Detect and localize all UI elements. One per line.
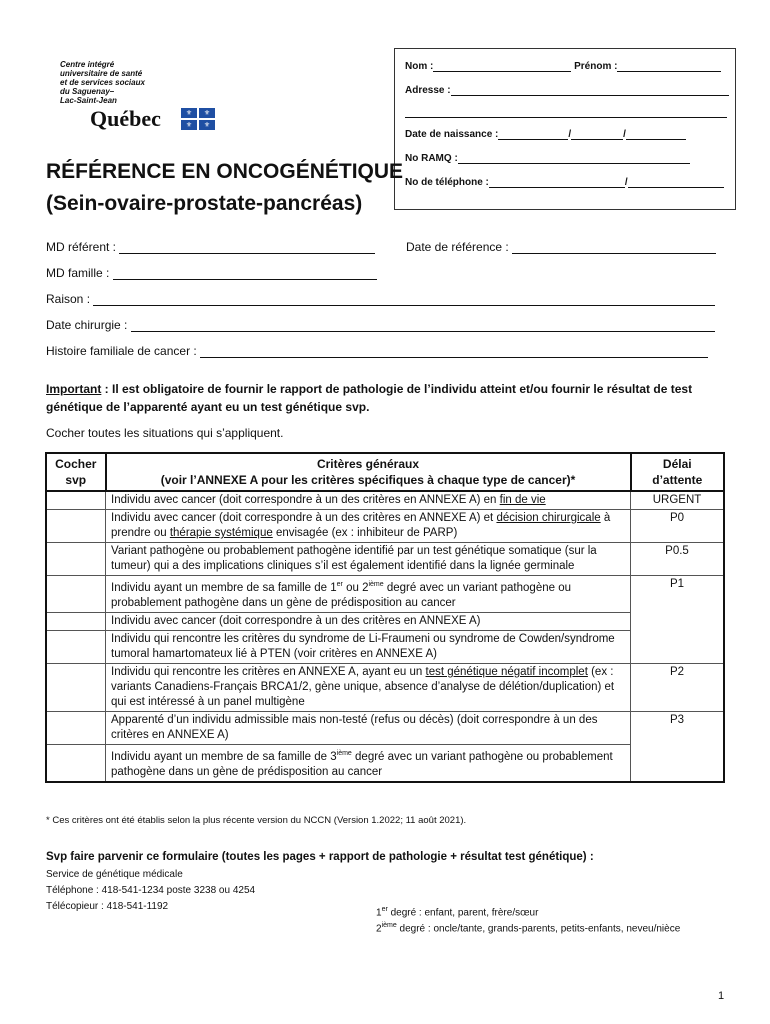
slash: /	[623, 129, 626, 140]
table-row	[46, 744, 724, 781]
fleur-de-lis-flag-icon: ⚜ ⚜ ⚜ ⚜	[181, 108, 215, 130]
important-notice	[46, 380, 736, 416]
checkbox-cell[interactable]	[46, 612, 106, 630]
checkbox-cell[interactable]	[46, 630, 106, 663]
delay-cell: P3	[631, 711, 725, 781]
table-row	[46, 576, 724, 613]
page-subtitle: (Sein-ovaire-prostate-pancréas)	[46, 192, 363, 215]
criteria-text: Individu avec cancer (doit correspondre à un des critères en ANNEXE A) en fin de vie	[106, 491, 631, 510]
delay-cell: P1	[631, 576, 725, 664]
important-label: Important	[46, 382, 102, 396]
telephone-text: Téléphone : 418-541-1234 poste 3238 ou 4254	[46, 885, 256, 896]
checkbox-cell[interactable]	[46, 576, 106, 613]
table-row	[46, 543, 724, 576]
instruction-text: Cocher toutes les situations qui s’appliquent.	[46, 426, 284, 440]
histoire-familiale-label: Histoire familiale de cancer :	[46, 344, 197, 358]
table-row	[46, 612, 724, 630]
header-criteres: Critères généraux (voir l’ANNEXE A pour les critères spécifiques à chaque type de cancer)*	[106, 453, 631, 491]
telephone-field[interactable]	[405, 177, 724, 188]
checkbox-cell[interactable]	[46, 744, 106, 781]
header-cocher: Cocher svp	[46, 453, 106, 491]
date-chirurgie-label: Date chirurgie :	[46, 318, 128, 332]
histoire-familiale-field[interactable]	[46, 344, 708, 358]
date-chirurgie-field[interactable]	[46, 318, 715, 332]
delay-cell: P0	[631, 510, 725, 543]
send-instructions: Svp faire parvenir ce formulaire (toutes les pages + rapport de pathologie + résultat test génétique) :	[46, 851, 594, 863]
footnote: * Ces critères ont été établis selon la plus récente version du NCCN (Version 1.2022; 11 août 2021).	[46, 815, 467, 826]
md-famille-label: MD famille :	[46, 266, 110, 280]
prenom-label: Prénom :	[574, 61, 618, 72]
checkbox-cell[interactable]	[46, 543, 106, 576]
page-number: 1	[718, 990, 725, 1002]
table-row	[46, 510, 724, 543]
telephone-label: No de téléphone :	[405, 177, 489, 188]
md-referent-field[interactable]	[46, 240, 375, 254]
adresse-field[interactable]	[405, 85, 729, 96]
quebec-logo-text: Québec	[90, 106, 161, 131]
table-row	[46, 491, 724, 510]
org-line: universitaire de santé	[60, 69, 143, 78]
dob-label: Date de naissance :	[405, 129, 499, 140]
organization-name	[60, 60, 190, 105]
md-referent-label: MD référent :	[46, 240, 117, 254]
patient-info-box	[394, 48, 736, 210]
criteria-text: Individu ayant un membre de sa famille de 3ième degré avec un variant pathogène ou probablement pathogène dans un gène de prédisposition au cancer	[106, 744, 631, 781]
org-line: du Saguenay–	[60, 87, 115, 96]
table-header-row	[46, 453, 724, 491]
date-reference-label: Date de référence :	[406, 240, 509, 254]
important-text: : Il est obligatoire de fournir le rapport de pathologie de l’individu atteint et/ou fournir le résultat de test génétique de l’apparenté ayant eu un test génétique svp.	[46, 382, 693, 414]
table-row	[46, 630, 724, 663]
ramq-field[interactable]	[405, 153, 690, 164]
date-reference-field[interactable]	[406, 240, 716, 254]
telecopieur-text: Télécopieur : 418-541-1192	[46, 901, 169, 912]
checkbox-cell[interactable]	[46, 711, 106, 744]
criteria-text: Individu avec cancer (doit correspondre à un des critères en ANNEXE A)	[106, 612, 631, 630]
org-line: et de services sociaux	[60, 78, 145, 87]
adresse-line-2[interactable]	[405, 117, 727, 118]
slash: /	[624, 177, 628, 188]
criteria-text: Variant pathogène ou probablement pathogène identifié par un test génétique somatique (sur la tumeur) qui a des implications cliniques s’il est également identifié dans la lignée germinale	[106, 543, 631, 576]
raison-label: Raison :	[46, 292, 91, 306]
page-title: RÉFÉRENCE EN ONCOGÉNÉTIQUE	[46, 160, 404, 183]
ramq-label: No RAMQ :	[405, 153, 458, 164]
org-line: Lac-Saint-Jean	[60, 96, 117, 105]
delay-cell: P2	[631, 663, 725, 711]
table-row	[46, 711, 724, 744]
delay-cell: P0.5	[631, 543, 725, 576]
adresse-label: Adresse :	[405, 85, 451, 96]
delay-cell: URGENT	[631, 491, 725, 510]
second-degree-note: 2ième degré : oncle/tante, grands-parents, petits-enfants, neveu/nièce	[376, 922, 681, 935]
header-delai: Délai d’attente	[631, 453, 725, 491]
nom-label: Nom :	[405, 61, 434, 72]
criteria-text: Individu avec cancer (doit correspondre à un des critères en ANNEXE A) et décision chirurgicale à prendre ou thérapie systémique envisagée (ex : inhibiteur de PARP)	[106, 510, 631, 543]
criteria-table	[45, 452, 725, 783]
criteria-text: Apparenté d’un individu admissible mais non-testé (refus ou décès) (doit correspondre à un des critères en ANNEXE A)	[106, 711, 631, 744]
md-famille-field[interactable]	[46, 266, 377, 280]
checkbox-cell[interactable]	[46, 663, 106, 711]
criteria-text: Individu qui rencontre les critères du syndrome de Li-Fraumeni ou syndrome de Cowden/syndrome tumoral hamartomateux lié à PTEN (voir critères en ANNEXE A)	[106, 630, 631, 663]
nom-field[interactable]	[405, 61, 721, 72]
table-row	[46, 663, 724, 711]
checkbox-cell[interactable]	[46, 491, 106, 510]
raison-field[interactable]	[46, 292, 715, 306]
criteria-text: Individu ayant un membre de sa famille de 1er ou 2ième degré avec un variant pathogène ou probablement pathogène dans un gène de prédisposition au cancer	[106, 576, 631, 613]
first-degree-note: 1er degré : enfant, parent, frère/sœur	[376, 906, 539, 919]
checkbox-cell[interactable]	[46, 510, 106, 543]
org-line: Centre intégré	[60, 60, 115, 69]
service-name: Service de génétique médicale	[46, 869, 183, 880]
dob-field[interactable]	[405, 129, 686, 140]
slash: /	[568, 129, 572, 140]
criteria-text: Individu qui rencontre les critères en ANNEXE A, ayant eu un test génétique négatif incomplet (ex : variants Canadiens-Français BRCA1/2, gène unique, absence d’analyse de délétion/duplication) et qui est intéressé à un panel multigène	[106, 663, 631, 711]
